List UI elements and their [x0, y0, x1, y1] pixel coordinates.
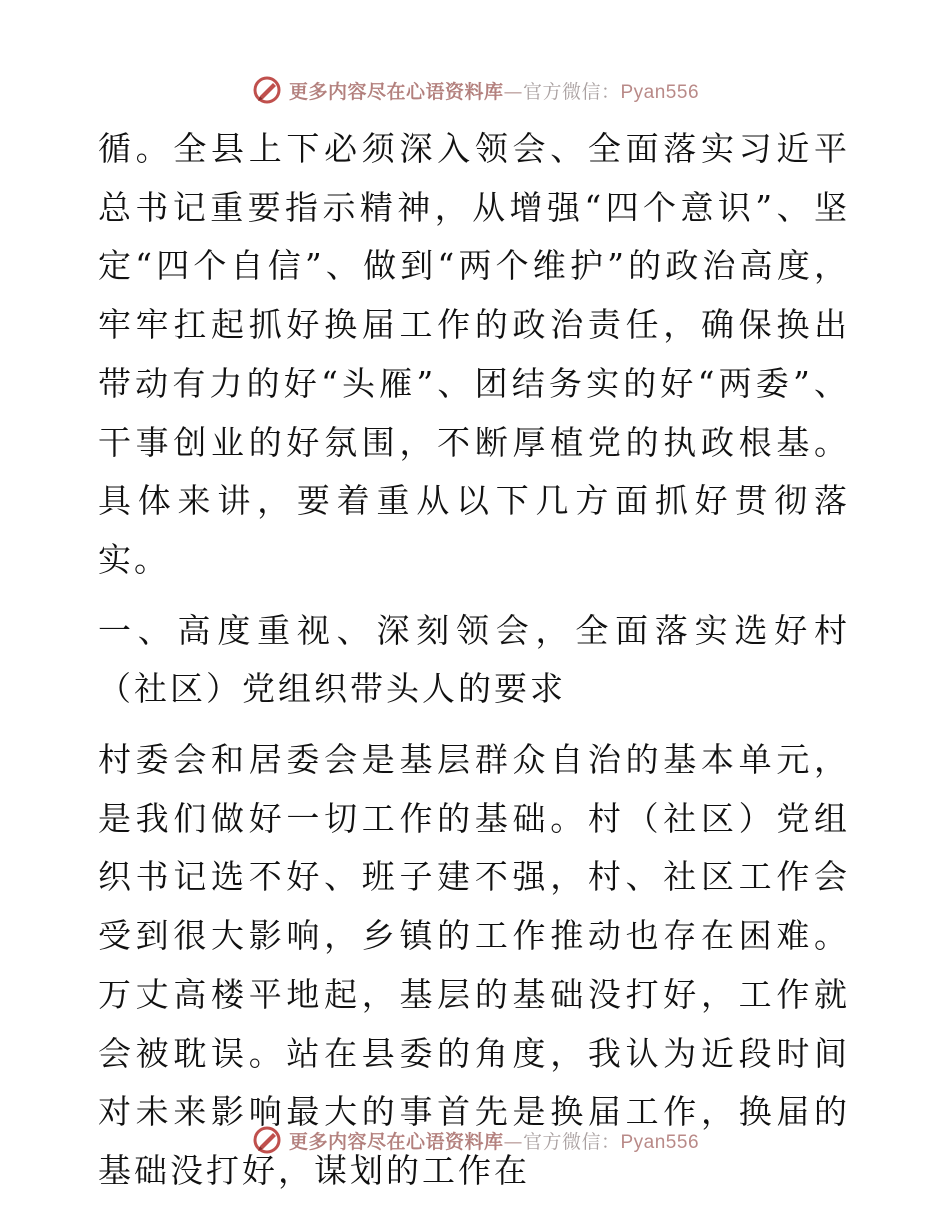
- paragraph-1: 循。全县上下必须深入领会、全面落实习近平总书记重要指示精神，从增强“四个意识”、坚定“四个自信”、做到“两个维护”的政治高度，牢牢扛起抓好换届工作的政治责任，确保换出带动有力的好“头雁”、团结务实的好“两委”、干事创业的好氛围，不断厚植党的执政根基。具体来讲，要着重从以下几方面抓好贯彻落实。: [98, 129, 850, 579]
- document-body: [98, 120, 850, 1201]
- section-heading-1: 一、高度重视、深刻领会，全面落实选好村（社区）党组织带头人的要求: [98, 610, 850, 709]
- header-watermark: [0, 70, 950, 110]
- watermark-text: 更多内容尽在心语资料库—官方微信：Pyan556: [288, 1130, 700, 1153]
- paragraph-2: 村委会和居委会是基层群众自治的基本单元，是我们做好一切工作的基础。村（社区）党组织书记选不好、班子建不强，村、社区工作会受到很大影响，乡镇的工作推动也存在困难。万丈高楼平地起，基层的基础没打好，工作就会被耽误。站在县委的角度，我认为近段时间对未来影响最大的事首先是换届工作，换届的基础没打好，谋划的工作在: [98, 740, 850, 1190]
- watermark-text: 更多内容尽在心语资料库—官方微信：Pyan556: [288, 80, 700, 103]
- pen-logo-icon: [251, 1124, 283, 1156]
- footer-watermark: [0, 1120, 950, 1160]
- pen-logo-icon: [251, 74, 283, 106]
